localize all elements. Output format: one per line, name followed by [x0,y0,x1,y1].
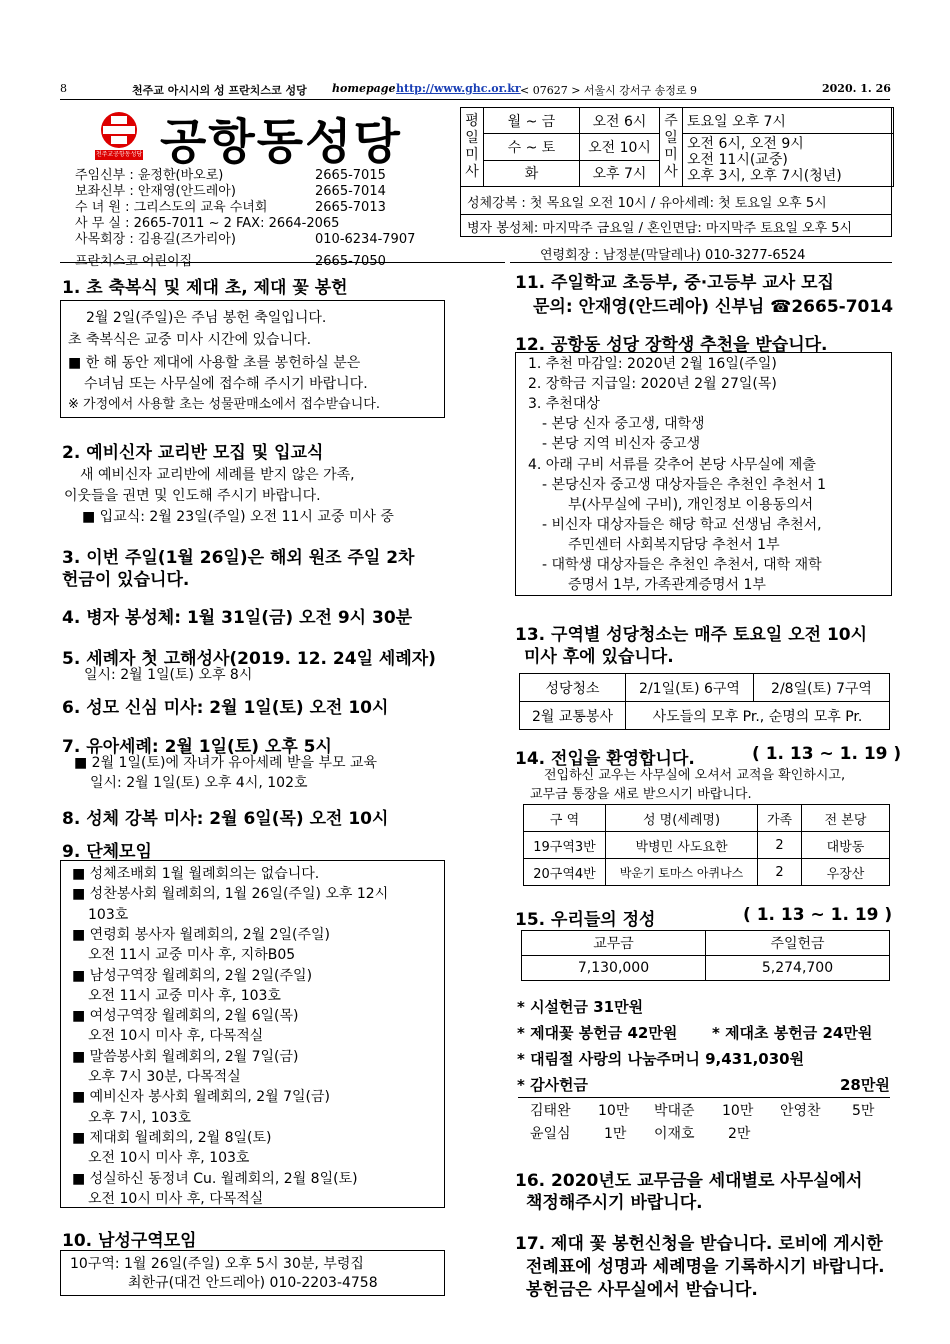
section-1-text: ■ 한 해 동안 제대에 사용할 초를 봉헌하실 분은 [68,355,361,371]
group-meeting-line: ■ 성실하신 동정녀 Cu. 월례회의, 2월 8일(토) [72,1170,358,1187]
staff-row [75,168,385,184]
section-7-text: ■ 2월 1일(토)에 자녀가 유아세례 받을 부모 교육 [74,755,378,771]
section-8-title: 8. 성체 강복 미사: 2월 6일(목) 오전 10시 [62,809,389,829]
group-meeting-line: 오후 7시, 103호 [88,1109,192,1126]
scholarship-line: 주민센터 사회복지담당 추천서 1부 [568,536,780,553]
section-9-title: 9. 단체모임 [62,842,152,862]
table-cell: 2/1일(토) 6구역 [626,674,754,702]
section-2-text: 새 예비신자 교리반에 세례를 받지 않은 가족, [80,467,355,483]
issue-date: 2020. 1. 26 [822,82,891,95]
saturday-mass: 토요일 오후 7시 [683,108,894,134]
scholarship-line: - 비신자 대상자들은 해당 학교 선생님 추천서, [542,516,822,533]
divider [518,1097,890,1098]
table-cell: 20구역4반 [524,859,606,886]
group-meeting-line: ■ 제대회 월례회의, 2월 8일(토) [72,1129,272,1146]
newcomer-table [523,804,890,886]
altar-candle-offering: * 제대초 봉헌금 24만원 [712,1024,873,1042]
section-4-title: 4. 병자 봉성체: 1월 31일(금) 오전 9시 30분 [62,608,413,628]
sunday-mass-times: 오전 6시, 오전 9시 오전 11시(교중) 오후 3시, 오후 7시(청년) [683,134,894,187]
section-10-title: 10. 남성구역모임 [62,1231,197,1251]
parish-title: 공항동성당 [160,114,402,170]
staff-row [75,200,385,216]
section-6-title: 6. 성모 신심 미사: 2월 1일(토) 오전 10시 [62,698,389,718]
table-cell: 2 [758,832,802,859]
advent-offering: * 대림절 사랑의 나눔주머니 9,431,030원 [517,1050,805,1068]
section-1-text: 초 축복식은 교중 미사 시간에 있습니다. [68,332,312,348]
section-3-title-cont: 헌금이 있습니다. [62,570,190,590]
cleaning-table [519,673,890,730]
staff-row [75,216,385,232]
thanks-offering-total: 28만원 [840,1076,890,1094]
mass-note-benediction: 성체강복 : 첫 목요일 오전 10시 / 유아세례: 첫 토요일 오후 5시 [467,196,827,211]
parish-logo [93,110,145,162]
section-2-text: 이웃들을 권면 및 인도해 주시기 바랍니다. [64,488,321,504]
homepage-label: homepage [332,82,396,95]
section-1-text: 2월 2일(주일)은 주님 봉헌 축일입니다. [86,310,327,326]
scholarship-line: 1. 추천 마감일: 2020년 2월 16일(주일) [528,356,777,372]
donor-amount: 2만 [728,1126,751,1142]
group-meeting-line: ■ 말씀봉사회 월례회의, 2월 7일(금) [72,1048,299,1065]
weekday-time: 오전 6시 [580,108,660,134]
section-15-range: ( 1. 13 ~ 1. 19 ) [743,905,893,925]
scholarship-line: - 본당 신자 중고생, 대학생 [542,416,705,433]
group-meeting-line: ■ 성찬봉사회 월례회의, 1월 26일(주일) 오후 12시 [72,886,389,903]
divider [60,262,505,263]
staff-phone: 2665-7014 [315,184,386,199]
altar-flower-offering: * 제대꽃 봉헌금 42만원 [517,1024,678,1042]
section-17-text: 봉헌금은 사무실에서 받습니다. [526,1280,758,1300]
weekday-day: 화 [484,160,580,186]
donor-amount: 10만 [598,1103,630,1119]
section-7-text: 일시: 2월 1일(토) 오후 4시, 102호 [90,775,308,791]
group-meeting-line: 오전 10시 미사 후, 103호 [88,1150,250,1167]
section-14-text: 교무금 통장을 새로 받으시기 바랍니다. [530,787,752,802]
page-number: 8 [60,82,67,95]
section-5-text: 일시: 2월 1일(토) 오후 8시 [84,667,253,683]
table-cell: 2 [758,859,802,886]
scholarship-line: - 대학생 대상자들은 추천인 추천서, 대학 재학 [542,557,822,573]
staff-label: 프란치스코 어린이집 [75,254,193,269]
table-cell: 박병민 사도요한 [606,832,758,859]
scholarship-line: 부(사무실에 구비), 개인정보 이용동의서 [568,496,814,513]
table-header: 성 명(세례명) [606,805,758,832]
table-cell: 19구역3반 [524,832,606,859]
table-cell: 박운기 토마스 아퀴나스 [606,859,758,886]
table-cell: 2월 교통봉사 [520,702,626,730]
section-14-text: 전입하신 교우는 사무실에 오셔서 교적을 확인하시고, [544,768,846,783]
header-bar [60,82,890,100]
donor-name: 김태완 [530,1103,571,1119]
donor-name: 박대준 [654,1103,695,1119]
group-meeting-line: ■ 여성구역장 월례회의, 2월 6일(목) [72,1008,299,1025]
donor-amount: 1만 [604,1126,627,1142]
section-3-title: 3. 이번 주일(1월 26일)은 해외 원조 주일 2차 [62,548,415,568]
donor-name: 이재호 [654,1126,695,1142]
weekday-day: 월 ~ 금 [484,108,580,134]
section-17-text: 전례표에 성명과 세례명을 기록하시기 바랍니다. [526,1257,885,1277]
section-16-title-cont: 책정해주시기 바랍니다. [526,1193,703,1213]
staff-label: 사목회장 : 김용길(즈가리아) [75,232,236,247]
staff-row [75,184,385,200]
table-cell: 5,274,700 [706,956,890,981]
scholarship-line: 3. 추천대상 [528,396,600,413]
scholarship-line: 2. 장학금 지급일: 2020년 2월 27일(목) [528,376,777,393]
section-5-title: 5. 세례자 첫 고해성사(2019. 12. 24일 세례자) [62,649,436,669]
section-11-title: 11. 주일학교 초등부, 중·고등부 교사 모집 [515,273,834,293]
table-cell: 사도들의 모후 Pr., 순명의 모후 Pr. [626,702,890,730]
section-14-title: 14. 전입을 환영합니다. [515,749,695,769]
scholarship-line: 4. 아래 구비 서류를 갖추어 본당 사무실에 제출 [528,456,816,473]
section-17-title: 17. 제대 꽃 봉헌신청을 받습니다. 로비에 게시한 [515,1234,883,1254]
thanks-offering-label: * 감사헌금 [517,1076,589,1094]
mass-schedule [460,107,892,237]
scholarship-line: - 본당신자 중고생 대상자들은 추천인 추천서 1 [542,476,827,493]
weekday-time: 오전 10시 [580,134,660,160]
weekday-time: 오후 7시 [580,160,660,186]
table-cell: 7,130,000 [522,956,706,981]
divider [510,262,892,263]
table-header: 전 본당 [802,805,890,832]
address: < 07627 > 서울시 강서구 송정로 9 [520,84,698,97]
parish-line: 천주교 아시시의 성 프란치스코 성당 [132,84,307,97]
staff-label: 주임신부 : 윤정한(바오로) [75,168,224,183]
staff-phone: 2665-7013 [315,200,386,215]
group-meeting-line: ■ 예비신자 봉사회 월례회의, 2월 7일(금) [72,1089,331,1106]
section-15-title: 15. 우리들의 정성 [515,910,656,930]
sunday-mass-label: 주일미사 [660,108,683,187]
donor-amount: 5만 [852,1103,875,1119]
table-cell: 성당청소 [520,674,626,702]
staff-phone: 2665-7015 [315,168,386,183]
group-meeting-line: 오전 10시 미사 후, 다목적실 [88,1028,264,1045]
staff-row [75,232,416,248]
facility-offering: * 시설헌금 31만원 [517,998,644,1016]
table-cell: 우장산 [802,859,890,886]
homepage-link[interactable]: http://www.ghc.or.kr [396,82,521,95]
group-meeting-line: ■ 성체조배회 1월 월례회의는 없습니다. [72,866,320,882]
table-header: 교무금 [522,931,706,956]
section-10-text: 10구역: 1월 26일(주일) 오후 5시 30분, 부령집 [70,1256,364,1272]
staff-label: 사 무 실 : 2665-7011 ~ 2 FAX: 2664-2065 [75,216,340,231]
section-2-title: 2. 예비신자 교리반 모집 및 입교식 [62,443,324,463]
table-cell: 2/8일(토) 7구역 [754,674,890,702]
scholarship-line: - 본당 지역 비신자 중고생 [542,436,701,453]
section-1-text: 수녀님 또는 사무실에 접수해 주시기 바랍니다. [84,376,368,392]
mass-note-sick: 병자 봉성체: 마지막주 금요일 / 혼인면담: 마지막주 토요일 오후 5시 [461,214,891,236]
staff-phone: 010-6234-7907 [315,232,416,247]
weekday-day: 수 ~ 토 [484,134,580,160]
section-2-text: ■ 입교식: 2월 23일(주일) 오전 11시 교중 미사 중 [82,509,394,525]
section-11-contact: 문의: 안재영(안드레아) 신부님 ☎2665-7014 [533,297,894,317]
table-header: 주일헌금 [706,931,890,956]
section-13-title: 13. 구역별 성당청소는 매주 토요일 오전 10시 [515,625,868,645]
section-1-note: ※ 가정에서 사용할 초는 성물판매소에서 접수받습니다. [68,397,380,412]
section-14-range: ( 1. 13 ~ 1. 19 ) [752,744,902,764]
staff-label: 보좌신부 : 안재영(안드레아) [75,184,236,199]
section-10-text: 최한규(대건 안드레아) 010-2203-4758 [128,1275,378,1291]
group-meeting-line: 오후 7시 30분, 다목적실 [88,1069,241,1085]
group-meeting-line: 103호 [88,906,129,923]
group-meeting-line: 오전 11시 교중 미사 후, 지하B05 [88,947,296,964]
donor-name: 안영찬 [780,1103,821,1119]
section-13-title-cont: 미사 후에 있습니다. [524,647,674,667]
group-meeting-line: 오전 11시 교중 미사 후, 103호 [88,987,281,1004]
section-7-title: 7. 유아세례: 2월 1일(토) 오후 5시 [62,737,332,757]
logo-text: 천주교공항동성당 [95,151,143,158]
table-header: 구 역 [524,805,606,832]
donor-amount: 10만 [722,1103,754,1119]
donor-name: 윤일심 [530,1126,571,1142]
staff-label: 수 녀 원 : 그리스도의 교육 수녀회 [75,200,268,215]
table-cell: 대방동 [802,832,890,859]
group-meeting-line: ■ 연령회 봉사자 월례회의, 2월 2일(주일) [72,926,331,943]
group-meeting-line: 오전 10시 미사 후, 다목적실 [88,1190,264,1207]
scholarship-line: 증명서 1부, 가족관계증명서 1부 [568,577,766,594]
section-16-title: 16. 2020년도 교무금을 세대별로 사무실에서 [515,1171,863,1191]
weekday-mass-label: 평일미사 [461,108,484,187]
section-12-title: 12. 공항동 성당 장학생 추천을 받습니다. [515,335,828,355]
group-meeting-line: ■ 남성구역장 월례회의, 2월 2일(주일) [72,967,313,984]
funeral-committee-president: 연령회장 : 남정분(막달레나) 010-3277-6524 [540,248,806,263]
offering-table [521,930,890,981]
table-header: 가족 [758,805,802,832]
staff-phone: 2665-7050 [315,254,386,269]
staff-list [75,168,416,270]
section-1-title: 1. 초 축복식 및 제대 초, 제대 꽃 봉헌 [62,278,348,298]
